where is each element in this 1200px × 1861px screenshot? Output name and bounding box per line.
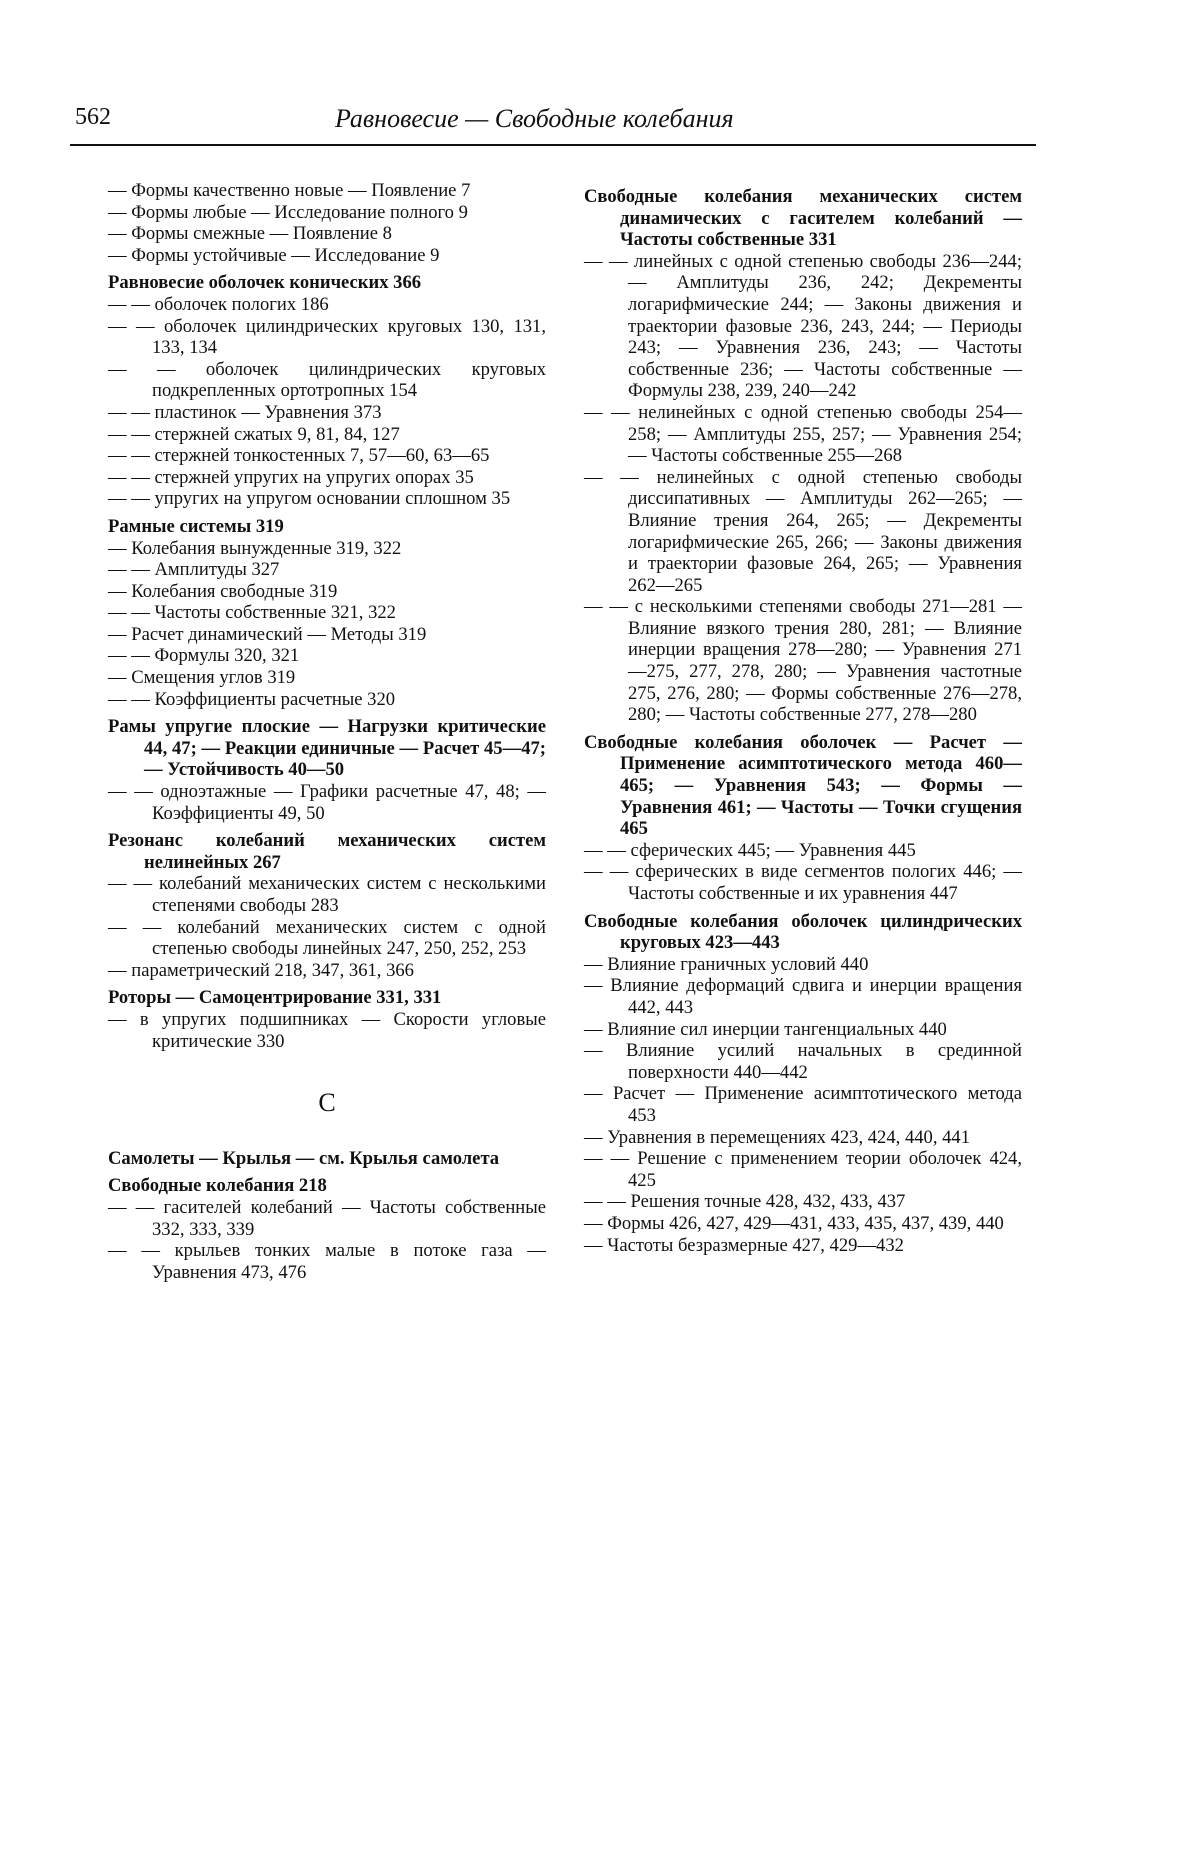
index-subentry: — — оболочек цилиндрических круговых 130, 131, 133, 134 (108, 315, 546, 359)
index-entry-heading: Резонанс колебаний механических систем нелинейных 267 (108, 830, 546, 873)
index-subentry: — — Частоты собственные 321, 322 (108, 602, 396, 624)
index-subentry: — Формы 426, 427, 429—431, 433, 435, 437, 439, 440 (584, 1212, 1004, 1234)
index-subentry: — Формы любые — Исследование полного 9 (108, 201, 468, 223)
running-title: Равновесие — Свободные колебания (335, 104, 734, 133)
index-subentry: — — Решения точные 428, 432, 433, 437 (584, 1191, 906, 1213)
page-header (75, 104, 1035, 148)
index-entry-heading: Роторы — Самоцентрирование 331, 331 (108, 987, 442, 1009)
index-subentry: — — гасителей колебаний — Частоты собственные 332, 333, 339 (108, 1196, 546, 1240)
index-subentry: — — линейных с одной степенью свободы 236—244; — Амплитуды 236, 242; Декременты логарифмические 244; — Законы движения и траектории фазовые 236, 243, 244; — Периоды 243; — Уравнения 236, 243; — Частоты собственные 236; — Частоты собственные — Формулы 238, 239, 240—242 (584, 250, 1022, 402)
index-subentry: — — одноэтажные — Графики расчетные 47, 48; — Коэффициенты 49, 50 (108, 781, 546, 824)
index-subentry: — Расчет динамический — Методы 319 (108, 623, 427, 645)
index-subentry: — — нелинейных с одной степенью свободы диссипативных — Амплитуды 262—265; — Влияние трения 264, 265; — Декременты логарифмические 265, 266; — Законы движения и траектории фазовые 264, 265; — Уравнения 262—265 (584, 466, 1022, 596)
index-subentry: — — сферических 445; — Уравнения 445 (584, 839, 916, 861)
index-subentry: — — пластинок — Уравнения 373 (108, 401, 382, 423)
index-subentry: — — Амплитуды 327 (108, 559, 280, 581)
index-subentry: — Смещения углов 319 (108, 667, 296, 689)
right-column (584, 180, 1022, 1256)
index-subentry: — Уравнения в перемещениях 423, 424, 440, 441 (584, 1126, 971, 1148)
index-subentry: — — упругих на упругом основании сплошном 35 (108, 488, 511, 510)
index-subentry: — — Решение с применением теории оболочек 424, 425 (584, 1148, 1022, 1191)
index-entry-heading: Свободные колебания оболочек цилиндрических круговых 423—443 (584, 910, 1022, 954)
index-entry-heading: Рамные системы 319 (108, 515, 284, 537)
index-subentry: — — стержней упругих на упругих опорах 35 (108, 466, 474, 488)
page-number: 562 (75, 104, 111, 130)
index-subentry: — Частоты безразмерные 427, 429—432 (584, 1234, 904, 1256)
index-entry-heading: Рамы упругие плоские — Нагрузки критические 44, 47; — Реакции единичные — Расчет 45—47; — Устойчивость 40—50 (108, 716, 546, 781)
index-subentry: — — колебаний механических систем с одной степенью свободы линейных 247, 250, 252, 253 (108, 916, 546, 960)
index-subentry: — — оболочек пологих 186 (108, 293, 329, 315)
index-subentry: — Колебания свободные 319 (108, 580, 338, 602)
index-subentry: — — сферических в виде сегментов пологих 446; — Частоты собственные и их уравнения 447 (584, 861, 1022, 904)
index-subentry: — — оболочек цилиндрических круговых подкрепленных ортотропных 154 (108, 358, 546, 402)
index-subentry: — — нелинейных с одной степенью свободы 254—258; — Амплитуды 255, 257; — Уравнения 254; — Частоты собственные 255—268 (584, 401, 1022, 467)
index-subentry: — Колебания вынужденные 319, 322 (108, 537, 402, 559)
index-entry-heading: Самолеты — Крылья — см. Крылья самолета (108, 1147, 500, 1169)
header-rule (70, 144, 1036, 146)
index-subentry: — — Формулы 320, 321 (108, 645, 300, 667)
left-column (108, 180, 546, 1283)
index-subentry: — Влияние граничных условий 440 (584, 953, 869, 975)
index-entry-heading: Свободные колебания оболочек — Расчет — Применение асимптотического метода 460—465; — Уравнения 543; — Формы — Уравнения 461; — Частоты — Точки сгущения 465 (584, 731, 1022, 840)
index-subentry: — Формы устойчивые — Исследование 9 (108, 244, 440, 266)
index-subentry: — — стержней сжатых 9, 81, 84, 127 (108, 423, 400, 445)
index-subentry: — параметрический 218, 347, 361, 366 (108, 959, 414, 981)
index-subentry: — — колебаний механических систем с несколькими степенями свободы 283 (108, 873, 546, 916)
index-subentry: — в упругих подшипниках — Скорости угловые критические 330 (108, 1008, 546, 1052)
index-subentry: — — Коэффициенты расчетные 320 (108, 688, 396, 710)
index-subentry: — — с несколькими степенями свободы 271—281 — Влияние вязкого трения 280, 281; — Влияние инерции вращения 278—280; — Уравнения 271—275, 277, 278, 280; — Уравнения частотные 275, 276, 280; — Формы собственные 276—278, 280; — Частоты собственные 277, 278—280 (584, 596, 1022, 726)
index-subentry: — Расчет — Применение асимптотического метода 453 (584, 1083, 1022, 1126)
index-entry-heading: Равновесие оболочек конических 366 (108, 272, 422, 294)
index-entry-heading: Свободные колебания механических систем динамических с гасителем колебаний — Частоты собственные 331 (584, 186, 1022, 251)
index-subentry: — Формы качественно новые — Появление 7 (108, 180, 471, 201)
section-letter: С (318, 1088, 336, 1118)
index-subentry: — — стержней тонкостенных 7, 57—60, 63—65 (108, 445, 490, 467)
index-subentry: — Влияние усилий начальных в срединной поверхности 440—442 (584, 1040, 1022, 1083)
index-subentry: — Формы смежные — Появление 8 (108, 223, 392, 245)
index-subentry: — Влияние сил инерции тангенциальных 440 (584, 1018, 947, 1040)
index-subentry: — Влияние деформаций сдвига и инерции вращения 442, 443 (584, 975, 1022, 1018)
index-entry-heading: Свободные колебания 218 (108, 1175, 327, 1197)
index-subentry: — — крыльев тонких малые в потоке газа — Уравнения 473, 476 (108, 1240, 546, 1283)
